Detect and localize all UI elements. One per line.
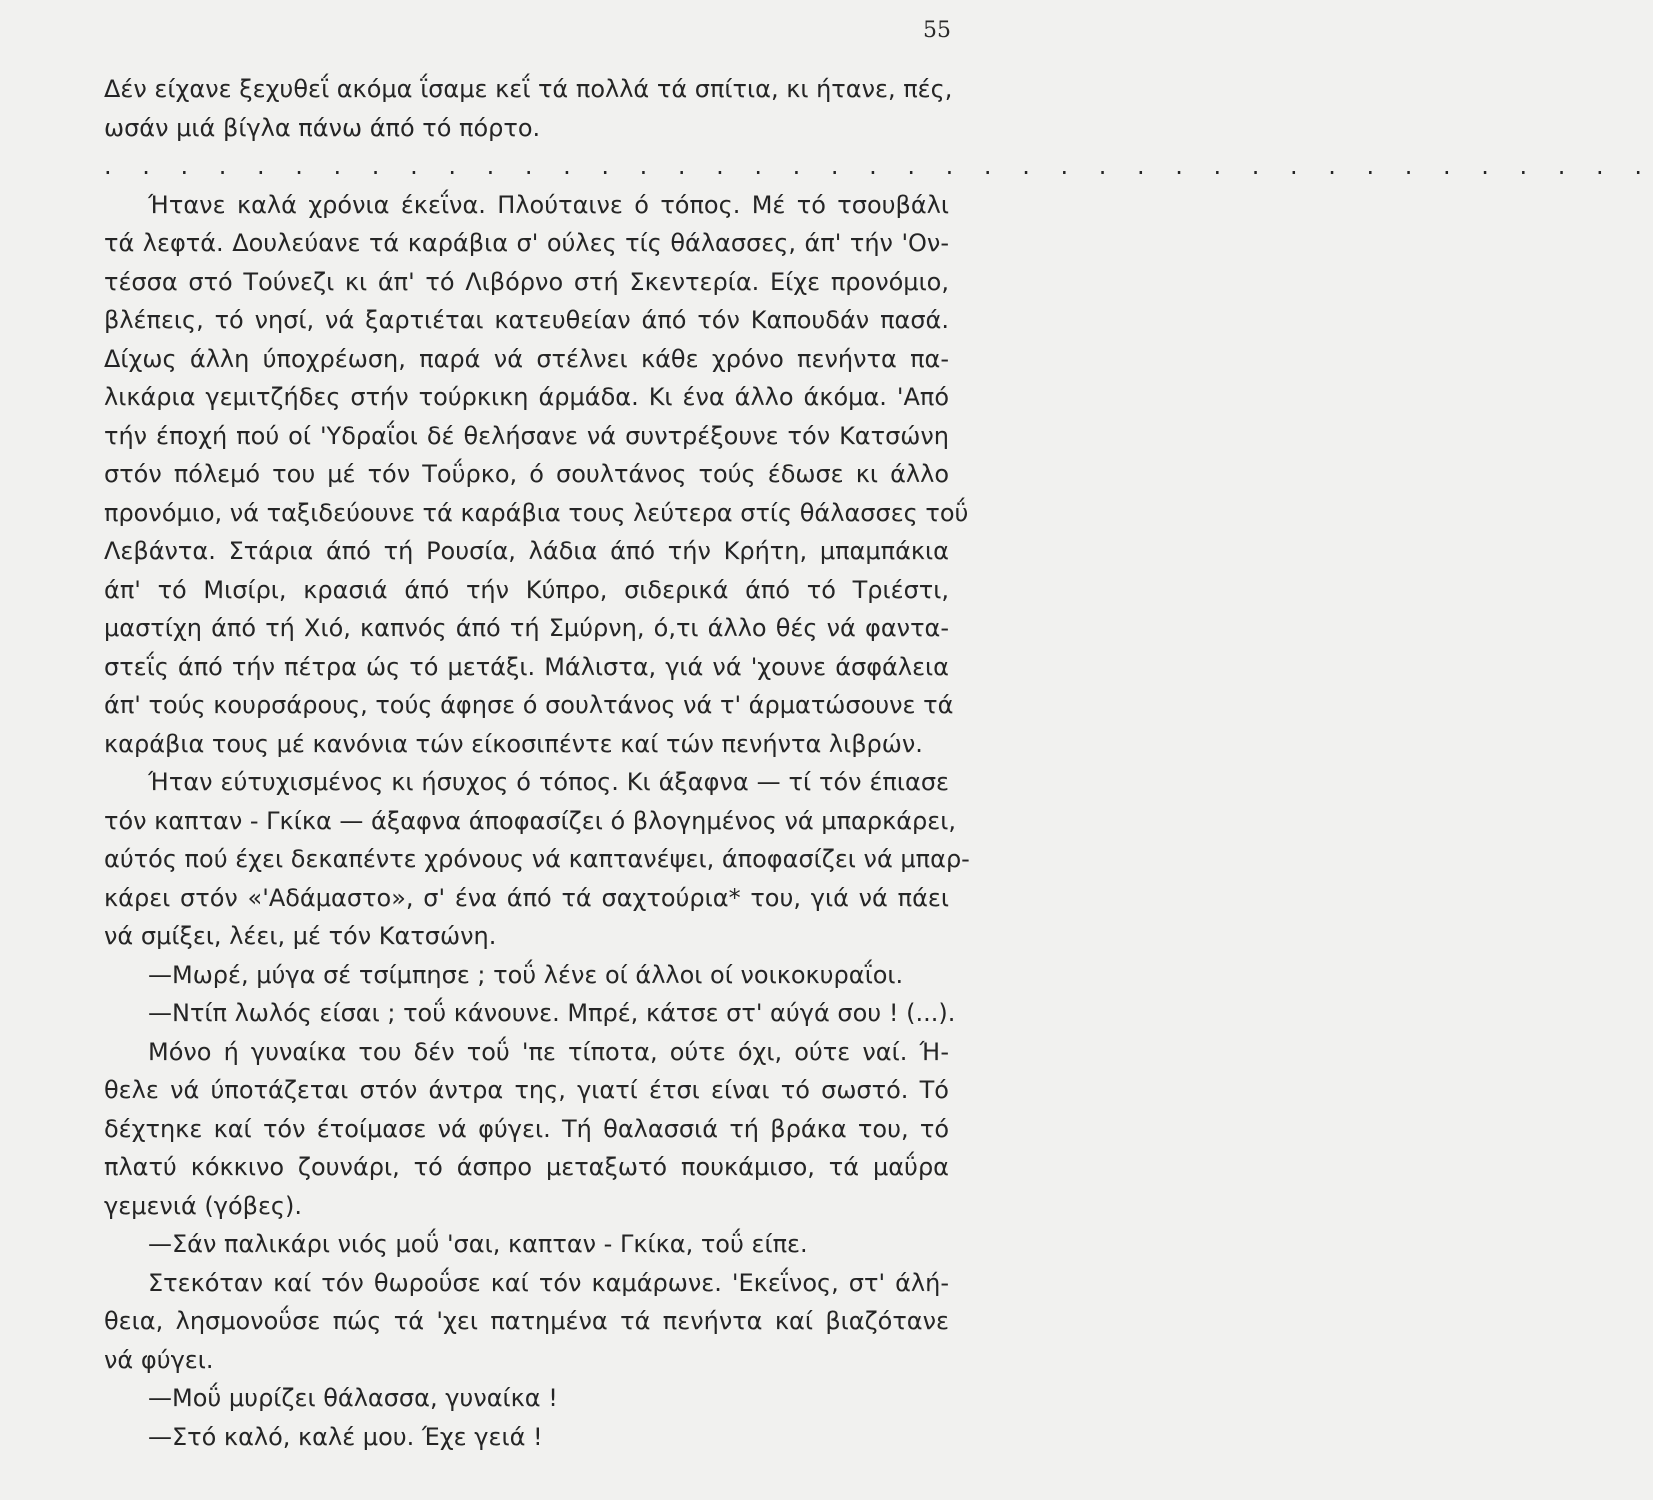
text-line: Δίχως άλλη ύποχρέωση, παρά νά στέλνει κάθε χρόνο πενήντα πα-	[104, 344, 949, 373]
text-line: νά φύγει.	[104, 1345, 214, 1374]
text-line: δέχτηκε καί τόν έτοίμασε νά φύγει. Τή θαλασσιά τή βράκα του, τό	[104, 1114, 949, 1143]
text-line: μαστίχη άπό τή Χιό, καπνός άπό τή Σμύρνη, ό,τι άλλο θές νά φαντα-	[104, 614, 949, 642]
text-line: άπ' τό Μισίρι, κρασιά άπό τήν Κύπρο, σιδερικά άπό τό Τριέστι,	[104, 575, 949, 604]
text-line: ωσάν μιά βίγλα πάνω άπό τό πόρτο.	[104, 113, 541, 142]
text-line: στεΐς άπό τήν πέτρα ώς τό μετάξι. Μάλιστα, γιά νά 'χουνε άσφάλεια	[104, 652, 949, 681]
text-line: στόν πόλεμό του μέ τόν Τοΰρκο, ό σουλτάνος τούς έδωσε κι άλλο	[104, 460, 949, 488]
text-line: τά λεφτά. Δουλεύανε τά καράβια σ' ούλες τίς θάλασσες, άπ' τήν 'Ον-	[104, 229, 949, 257]
text-line: Ήταν εύτυχισμένος κι ήσυχος ό τόπος. Κι άξαφνα — τί τόν έπιασε	[148, 768, 949, 796]
text-line: κάρει στόν «'Αδάμαστο», σ' ένα άπό τά σαχτούρια* του, γιά νά πάει	[104, 883, 949, 912]
text-line: Ήτανε καλά χρόνια έκεΐνα. Πλούταινε ό τόπος. Μέ τό τσουβάλι	[148, 190, 949, 219]
text-line: τήν έποχή πού οί 'Υδραΐοι δέ θελήσανε νά συντρέξουνε τόν Κατσώνη	[104, 421, 949, 450]
text-line: θελε νά ύποτάζεται στόν άντρα της, γιατί έτσι είναι τό σωστό. Τό	[104, 1076, 949, 1104]
text-line: πλατύ κόκκινο ζουνάρι, τό άσπρο μεταξωτό πουκάμισο, τά μαΰρα	[104, 1153, 949, 1181]
text-line: άπ' τούς κουρσάρους, τούς άφησε ό σουλτάνος νά τ' άρματώσουνε τά	[104, 691, 954, 719]
dialogue-line: —Μωρέ, μύγα σέ τσίμπησε ; τοΰ λένε οί άλλοι οί νοικοκυραΐοι.	[148, 960, 904, 989]
dialogue-line: —Στό καλό, καλέ μου. Έχε γειά !	[148, 1422, 543, 1451]
text-line: τόν καπταν - Γκίκα — άξαφνα άποφασίζει ό βλογημένος νά μπαρκάρει,	[104, 806, 956, 835]
text-line: αύτός πού έχει δεκαπέντε χρόνους νά καπτανέψει, άποφασίζει νά μπαρ-	[104, 845, 970, 873]
dialogue-line: —Ντίπ λωλός είσαι ; τοΰ κάνουνε. Μπρέ, κάτσε στ' αύγά σου ! (...).	[148, 999, 956, 1027]
text-line: βλέπεις, τό νησί, νά ξαρτιέται κατευθείαν άπό τόν Καπουδάν πασά.	[104, 306, 949, 334]
text-line: λικάρια γεμιτζήδες στήν τούρκικη άρμάδα. Κι ένα άλλο άκόμα. 'Από	[104, 383, 949, 411]
text-line: θεια, λησμονοΰσε πώς τά 'χει πατημένα τά πενήντα καί βιαζότανε	[104, 1307, 949, 1335]
text-line: προνόμιο, νά ταξιδεύουνε τά καράβια τους λεύτερα στίς θάλασσες τοΰ	[104, 498, 969, 527]
text-line: καράβια τους μέ κανόνια τών είκοσιπέντε καί τών πενήντα λιβρών.	[104, 729, 923, 758]
body-text	[104, 70, 1653, 1456]
text-line: Λεβάντα. Στάρια άπό τή Ρουσία, λάδια άπό τήν Κρήτη, μπαμπάκια	[104, 537, 949, 565]
section-divider: . . . . . . . . . . . . . . . . . . . . . . . . . . . . . . . . . . . . . . . . .	[104, 152, 1653, 180]
text-line: Στεκόταν καί τόν θωροΰσε καί τόν καμάρωνε. 'Εκεΐνος, στ' άλή-	[148, 1268, 949, 1297]
text-line: νά σμίξει, λέει, μέ τόν Κατσώνη.	[104, 922, 497, 950]
text-line: Δέν είχανε ξεχυθεΐ ακόμα ΐσαμε κεΐ τά πολλά τά σπίτια, κι ήτανε, πές,	[104, 75, 953, 103]
text-line: γεμενιά (γόβες).	[104, 1191, 303, 1220]
dialogue-line: —Μοΰ μυρίζει θάλασσα, γυναίκα !	[148, 1384, 558, 1412]
text-line: τέσσα στό Τούνεζι κι άπ' τό Λιβόρνο στή Σκεντερία. Είχε προνόμιο,	[104, 267, 949, 296]
text-line: Μόνο ή γυναίκα του δέν τοΰ 'πε τίποτα, ούτε όχι, ούτε ναί. Ή-	[148, 1037, 949, 1066]
dialogue-line: —Σάν παλικάρι νιός μοΰ 'σαι, καπταν - Γκίκα, τοΰ είπε.	[148, 1230, 808, 1258]
page-number: 55	[923, 18, 951, 43]
